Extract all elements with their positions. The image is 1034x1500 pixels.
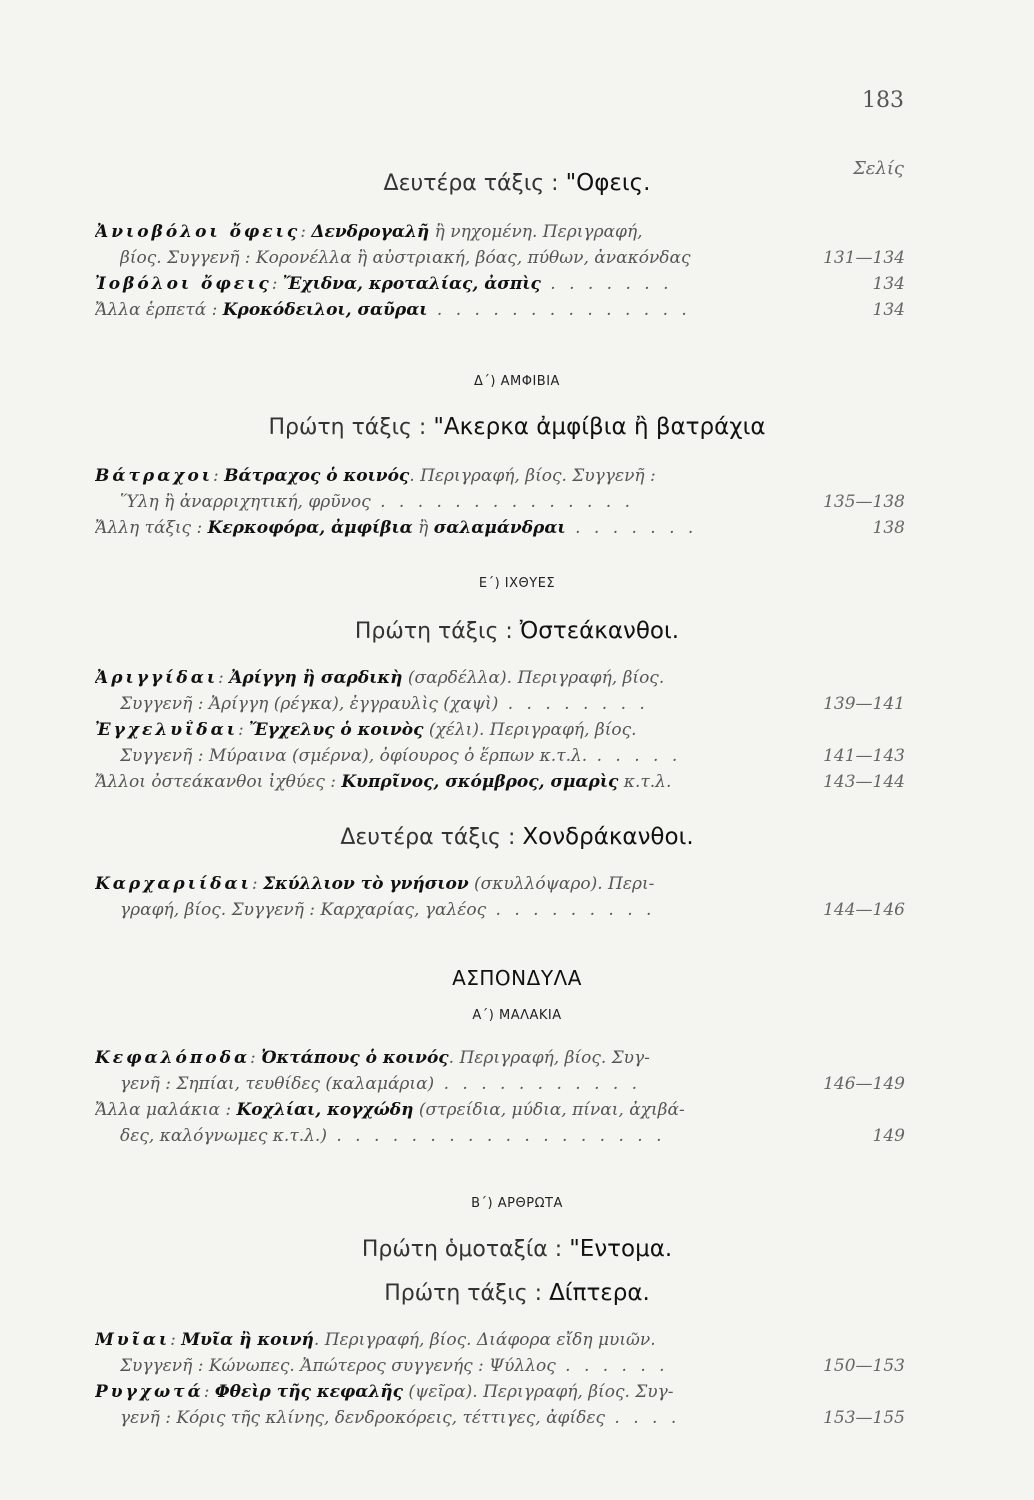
toc-entry-line	[95, 222, 905, 250]
entry-text: Κροκόδειλοι, σαῦραι	[222, 300, 428, 320]
entry-text: Φθεὶρ τῆς κεφαλῆς	[214, 1382, 404, 1402]
section-heading	[0, 414, 1034, 440]
division-title: ΑΣΠΟΝΔΥΛΑ	[452, 966, 582, 990]
toc-entry-line	[95, 1100, 905, 1128]
entry-text: κ.τ.λ.	[618, 772, 672, 792]
entry-text: :	[300, 222, 312, 242]
entry-text: (στρείδια, μύδια, πίναι, ἀχιβά-	[413, 1100, 685, 1120]
heading-prefix: Πρώτη τάξις :	[384, 1281, 550, 1306]
page-reference: 144—146	[817, 900, 905, 920]
heading-prefix: Δευτέρα τάξις :	[340, 825, 523, 850]
page-reference: 149	[867, 1126, 905, 1146]
entry-text: Ἔχιδνα, κροταλίας, ἀσπὶς	[282, 274, 541, 294]
toc-entry-line	[95, 1048, 905, 1076]
toc-entry-line	[95, 668, 905, 696]
entry-text: Κεφαλόποδα	[95, 1048, 251, 1068]
heading-name: Δίπτερα.	[549, 1280, 650, 1306]
entry-text: Ἀνιοβόλοι ὄφεις	[95, 222, 301, 242]
entry-text: Συγγενῆ : Κώνωπες. Ἀπώτερος συγγενής : Ψύλλος	[120, 1356, 556, 1376]
entry-text: :	[218, 668, 230, 688]
entry-text: (σαρδέλλα). Περιγραφή, βίος.	[402, 668, 665, 688]
entry-text: . Περιγραφή, βίος. Συγ-	[448, 1048, 650, 1068]
entry-text: (χέλι). Περιγραφή, βίος.	[423, 720, 637, 740]
entry-text: Ὀκτάπους ὁ κοινός	[261, 1048, 449, 1068]
entry-text: βίος. Συγγενῆ : Κορονέλλα ἢ αὐστριακή, βόας, πύθων, ἀνακόνδας	[120, 248, 691, 268]
entry-text: Βάτραχος ὁ κοινός	[224, 466, 410, 486]
entry-text: Ἐγχελυΐδαι	[95, 720, 238, 740]
heading-prefix: Πρώτη τάξις :	[268, 415, 434, 440]
entry-text: :	[251, 874, 263, 894]
toc-entry-line	[95, 720, 905, 748]
entry-text: Ἀρίγγη ἢ σαρδικὴ	[229, 668, 403, 688]
entry-text: Ρυγχωτά	[95, 1382, 204, 1402]
entry-text: Μυῖα ἢ κοινή	[181, 1330, 314, 1350]
entry-text: . . . . . . . .	[498, 694, 649, 714]
toc-entry-line	[95, 300, 905, 328]
toc-entry-line	[95, 1330, 905, 1358]
entry-text: Ἄλλα ἑρπετά :	[95, 300, 223, 320]
subsection-label: Δ΄) ΑΜΦΙΒΙΑ	[474, 374, 560, 389]
toc-entry-line	[120, 694, 905, 722]
toc-entry-line	[120, 1356, 905, 1384]
heading-name: "Εντομα.	[569, 1236, 673, 1262]
entry-text: Κυπρῖνος, σκόμβρος, σμαρὶς	[341, 772, 619, 792]
entry-text: Ἰοβόλοι ὄφεις	[95, 274, 272, 294]
toc-entry-line	[95, 274, 905, 302]
entry-text: . . . . . . . . . . . . . . . . . .	[326, 1126, 666, 1146]
entry-text: :	[250, 1048, 262, 1068]
page-reference: 138	[867, 518, 905, 538]
heading-prefix: Δευτέρα τάξις :	[383, 171, 566, 196]
page-reference: 131—134	[817, 248, 905, 268]
section-heading	[0, 618, 1034, 644]
toc-entry-line	[95, 518, 905, 546]
entry-text: . . . .	[605, 1408, 681, 1428]
toc-entry-line	[120, 746, 905, 774]
entry-text: . . . . . . . . .	[486, 900, 656, 920]
heading-name: "Οφεις.	[565, 170, 651, 196]
entry-text: . . . . . . . . . . .	[434, 1074, 642, 1094]
page-reference: 134	[867, 274, 905, 294]
entry-text: Ἄλλα μαλάκια :	[95, 1100, 237, 1120]
entry-text: Συγγενῆ : Μύραινα (σμέρνα), ὀφίουρος ὁ ἕρπων κ.τ.λ.	[120, 746, 588, 766]
entry-text: Καρχαριίδαι	[95, 874, 252, 894]
toc-entry-line	[95, 1382, 905, 1410]
entry-text: :	[213, 466, 225, 486]
entry-text: . Περιγραφή, βίος. Διάφορα εἴδη μυιῶν.	[313, 1330, 656, 1350]
page-reference: 146—149	[817, 1074, 905, 1094]
toc-entry-line	[120, 248, 905, 276]
entry-text: γραφή, βίος. Συγγενῆ : Καρχαρίας, γαλέος	[120, 900, 487, 920]
page-reference: 134	[867, 300, 905, 320]
entry-text: Ὕλη ἢ ἀναρριχητική, φρῦνος	[120, 492, 371, 512]
toc-entry-line	[120, 1408, 905, 1436]
entry-text: Βάτραχοι	[95, 466, 214, 486]
heading-prefix: Πρώτη ὁμοταξία :	[361, 1237, 570, 1262]
entry-text: γενῆ : Σηπίαι, τευθίδες (καλαμάρια)	[120, 1074, 435, 1094]
toc-entry-line	[95, 466, 905, 494]
entry-text: . . . . . . .	[565, 518, 698, 538]
heading-prefix: Πρώτη τάξις :	[354, 619, 520, 644]
entry-text: Ἀριγγίδαι	[95, 668, 219, 688]
toc-entry-line	[120, 900, 905, 928]
section-heading	[0, 170, 1034, 196]
entry-text: Σκύλλιον τὸ γνήσιον	[262, 874, 469, 894]
entry-text: :	[170, 1330, 182, 1350]
entry-text: Ἔγχελυς ὁ κοινὸς	[249, 720, 424, 740]
entry-text: :	[237, 720, 250, 740]
page-reference: 153—155	[817, 1408, 905, 1428]
entry-text: Ἄλλη τάξις :	[95, 518, 208, 538]
entry-text: :	[203, 1382, 215, 1402]
heading-name: Ὀστεάκανθοι.	[519, 618, 680, 644]
page-number: 183	[862, 88, 904, 113]
entry-text: Μυῖαι	[95, 1330, 171, 1350]
entry-text: Δενδρογαλῆ	[311, 222, 430, 242]
entry-text: . . . . .	[587, 746, 682, 766]
column-header-page: Σελίς	[853, 158, 904, 179]
page-reference: 135—138	[817, 492, 905, 512]
toc-entry-line	[95, 772, 905, 800]
section-heading	[0, 1280, 1034, 1306]
subsection-label: Α΄) ΜΑΛΑΚΙΑ	[472, 1008, 562, 1023]
entry-text: Κερκοφόρα, ἀμφίβια	[207, 518, 413, 538]
entry-text: Ἄλλοι ὀστεάκανθοι ἰχθύες :	[95, 772, 342, 792]
heading-name: "Ακερκα ἀμφίβια ἢ βατράχια	[433, 414, 766, 440]
entry-text: δες, καλόγνωμες κ.τ.λ.)	[120, 1126, 327, 1146]
toc-entry-line	[120, 1126, 905, 1154]
heading-name: Χονδράκανθοι.	[522, 824, 694, 850]
entry-text: γενῆ : Κόρις τῆς κλίνης, δενδροκόρεις, τέττιγες, ἀφίδες	[120, 1408, 605, 1428]
entry-text: (σκυλλόψαρο). Περι-	[468, 874, 655, 894]
entry-text: . . . . . .	[555, 1356, 669, 1376]
page-reference: 141—143	[817, 746, 905, 766]
entry-text: . Περιγραφή, βίος. Συγγενῆ :	[409, 466, 656, 486]
toc-entry-line	[120, 1074, 905, 1102]
toc-entry-line	[95, 874, 905, 902]
entry-text: :	[271, 274, 283, 294]
entry-text: ἢ	[412, 518, 434, 538]
entry-text: . . . . . . . . . . . . . .	[370, 492, 634, 512]
toc-entry-line	[120, 492, 905, 520]
entry-text: (ψεῖρα). Περιγραφή, βίος. Συγ-	[403, 1382, 674, 1402]
entry-text: Κοχλίαι, κογχώδη	[236, 1100, 414, 1120]
section-heading	[0, 1236, 1034, 1262]
entry-text: Συγγενῆ : Ἀρίγγη (ρέγκα), ἐγγραυλὶς (χαψὶ)	[120, 694, 499, 714]
subsection-label: Β΄) ΑΡΘΡΩΤΑ	[471, 1196, 563, 1211]
page-reference: 150—153	[817, 1356, 905, 1376]
subsection-label: Ε΄) ΙΧΘΥΕΣ	[478, 576, 556, 591]
entry-text: ἢ νηχομένη. Περιγραφή,	[429, 222, 643, 242]
page-reference: 143—144	[817, 772, 905, 792]
entry-text: . . . . . . .	[540, 274, 673, 294]
page-reference: 139—141	[817, 694, 905, 714]
entry-text: σαλαμάνδραι	[433, 518, 566, 538]
entry-text: . . . . . . . . . . . . . .	[427, 300, 691, 320]
section-heading	[0, 824, 1034, 850]
